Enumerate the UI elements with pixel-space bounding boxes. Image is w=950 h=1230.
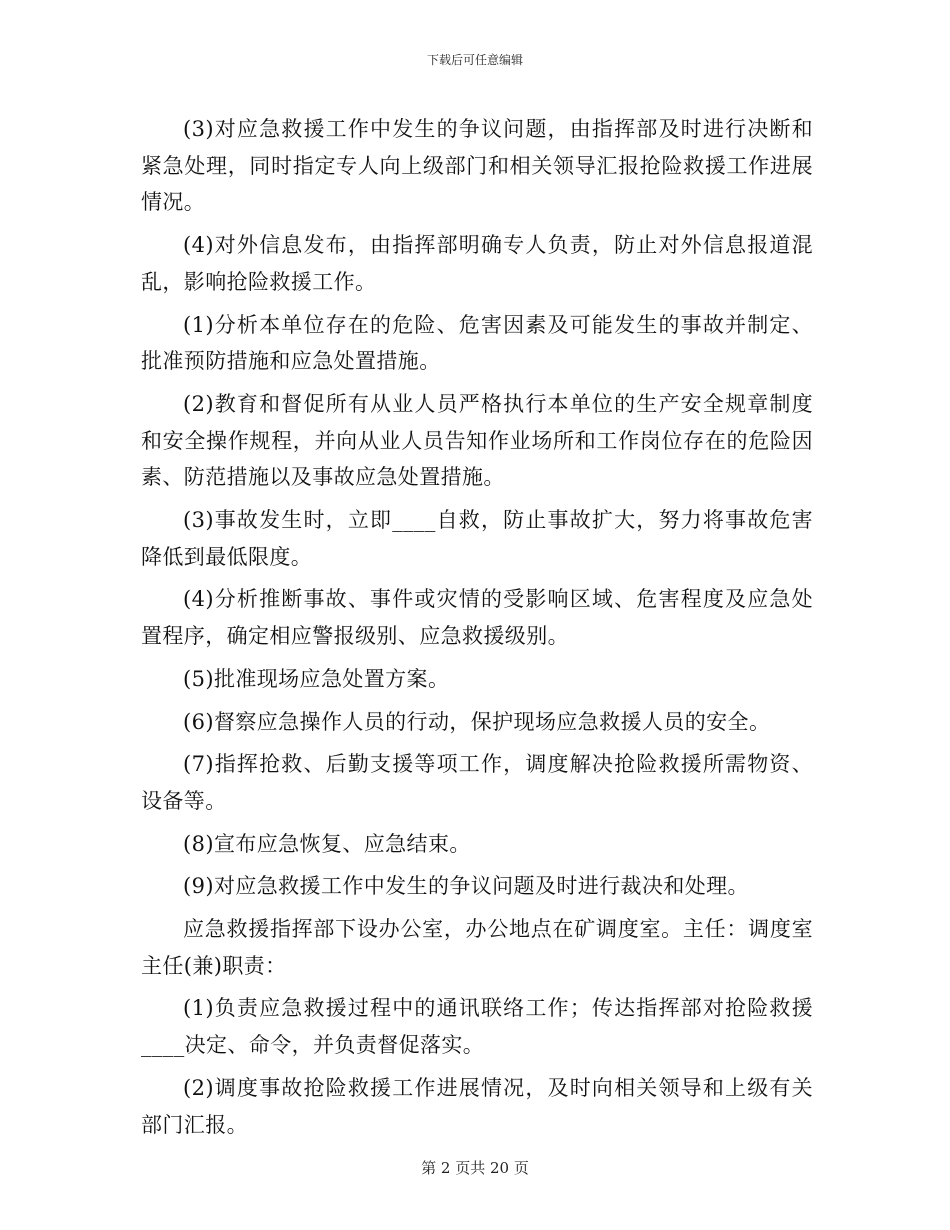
paragraph-3: (1)分析本单位存在的危险、危害因素及可能发生的事故并制定、批准预防措施和应急处置措施。 (141, 312, 813, 374)
paragraph-1: (3)对应急救援工作中发生的争议问题，由指挥部及时进行决断和紧急处理，同时指定专人向上级部门和相关领导汇报抢险救援工作进展情况。 (141, 117, 813, 215)
paragraph-2: (4)对外信息发布，由指挥部明确专人负责，防止对外信息报道混乱，影响抢险救援工作。 (141, 233, 813, 294)
paragraph-12: 应急救援指挥部下设办公室，办公地点在矿调度室。主任：调度室主任(兼)职责： (141, 917, 813, 978)
paragraph-6: (4)分析推断事故、事件或灾情的受影响区域、危害程度及应急处置程序，确定相应警报级别、应急救援级别。 (141, 587, 813, 649)
paragraph-9: (7)指挥抢救、后勤支援等项工作，调度解决抢险救援所需物资、设备等。 (141, 752, 813, 813)
paragraph-7: (5)批准现场应急处置方案。 (183, 666, 450, 691)
paragraph-13: (1)负责应急救援过程中的通讯联络工作；传达指挥部对抢险救援____决定、命令，并负责督促落实。 (141, 996, 813, 1058)
paragraph-10: (8)宣布应急恢复、应急结束。 (183, 831, 471, 856)
paragraph-8: (6)督察应急操作人员的行动，保护现场应急救援人员的安全。 (183, 709, 771, 734)
paragraph-14: (2)调度事故抢险救援工作进展情况，及时向相关领导和上级有关部门汇报。 (141, 1075, 813, 1137)
document-body (141, 111, 813, 1149)
page-number: 第 2 页共 20 页 (421, 1159, 529, 1177)
paragraph-4: (2)教育和督促所有从业人员严格执行本单位的生产安全规章制度和安全操作规程，并向从业人员告知作业场所和工作岗位存在的危险因素、防范措施以及事故应急处置措施。 (141, 391, 813, 490)
paragraph-5: (3)事故发生时，立即____自救，防止事故扩大，努力将事故危害降低到最低限度。 (141, 508, 813, 569)
paragraph-11: (9)对应急救援工作中发生的争议问题及时进行裁决和处理。 (183, 874, 749, 899)
page-header-note: 下载后可任意编辑 (426, 53, 523, 67)
